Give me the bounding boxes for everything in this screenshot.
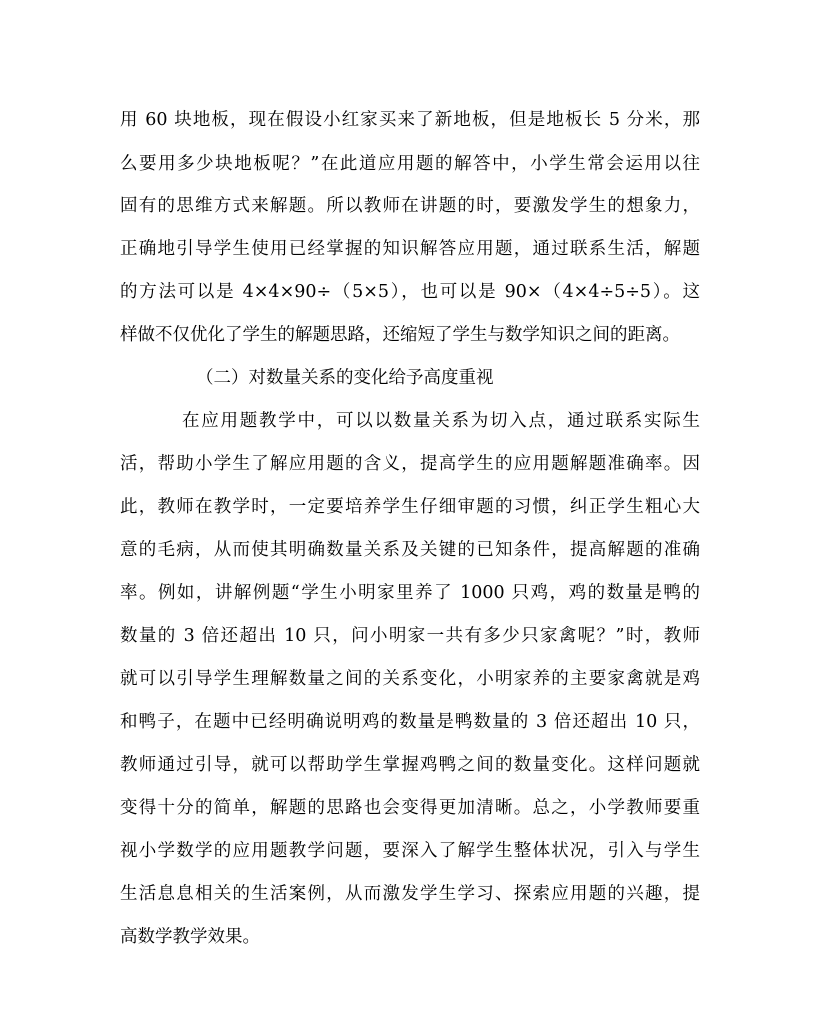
paragraph-line: 变得十分的简单，解题的思路也会变得更加清晰。总之，小学教师要重 <box>120 798 700 818</box>
paragraph-line: 视小学数学的应用题教学问题，要深入了解学生整体状况，引入与学生 <box>120 841 700 861</box>
paragraph-line: 就可以引导学生理解数量之间的关系变化，小明家养的主要家禽就是鸡 <box>120 669 700 689</box>
paragraph-line: 高数学教学效果。 <box>120 927 260 947</box>
paragraph-line: 率。例如，讲解例题“学生小明家里养了 1000 只鸡，鸡的数量是鸭的 <box>120 583 700 603</box>
paragraph-line: 和鸭子，在题中已经明确说明鸡的数量是鸭数量的 3 倍还超出 10 只， <box>120 712 700 732</box>
section-heading: （二）对数量关系的变化给予高度重视 <box>196 368 494 388</box>
paragraph-line: 教师通过引导，就可以帮助学生掌握鸡鸭之间的数量变化。这样问题就 <box>120 755 700 775</box>
paragraph-line: 在应用题教学中，可以以数量关系为切入点，通过联系实际生 <box>182 411 700 431</box>
paragraph-line: 数量的 3 倍还超出 10 只，问小明家一共有多少只家禽呢？”时，教师 <box>120 626 700 646</box>
paragraph-line: 么要用多少块地板呢？”在此道应用题的解答中，小学生常会运用以往 <box>120 154 700 174</box>
paragraph-line: 固有的思维方式来解题。所以教师在讲题的时，要激发学生的想象力， <box>120 196 700 216</box>
paragraph-line: 活，帮助小学生了解应用题的含义，提高学生的应用题解题准确率。因 <box>120 454 700 474</box>
paragraph-line: 意的毛病，从而使其明确数量关系及关键的已知条件，提高解题的准确 <box>120 540 700 560</box>
paragraph-line: 的方法可以是 4×4×90÷（5×5），也可以是 90×（4×4÷5÷5）。这 <box>120 282 700 302</box>
paragraph-line: 生活息息相关的生活案例，从而激发学生学习、探索应用题的兴趣，提 <box>120 884 700 904</box>
paragraph-line: 用 60 块地板，现在假设小红家买来了新地板，但是地板长 5 分米，那 <box>120 110 700 130</box>
paragraph-line: 此，教师在教学时，一定要培养学生仔细审题的习惯，纠正学生粗心大 <box>120 497 700 517</box>
paragraph-line: 正确地引导学生使用已经掌握的知识解答应用题，通过联系生活，解题 <box>120 239 700 259</box>
paragraph-line: 样做不仅优化了学生的解题思路，还缩短了学生与数学知识之间的距离。 <box>120 325 680 345</box>
